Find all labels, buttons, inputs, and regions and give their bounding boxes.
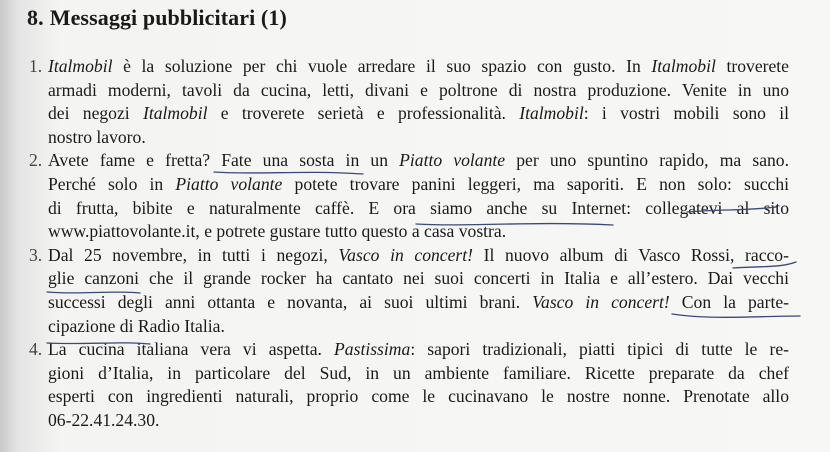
text-run: Il nuovo album di Vasco Rossi, racco- — [473, 244, 789, 265]
text-run: Avete fame e fretta? Fate una sosta in un — [48, 150, 400, 171]
ad-item-1 — [29, 55, 789, 149]
ad-number: 1. — [29, 56, 43, 76]
ad-item-4 — [29, 338, 789, 432]
brand-name: Italmobil — [142, 103, 208, 124]
brand-name: Vasco in concert! — [338, 244, 473, 265]
text-run: : i vostri mobili sono il — [583, 103, 789, 124]
text-run: successi degli anni ottanta e novanta, ai suoi ultimi brani. — [48, 291, 533, 312]
text-run: per uno spuntino rapido, ma sano. — [505, 150, 789, 171]
text-run: Perché solo in — [48, 173, 176, 194]
text-run: 06-22.41.24.30. — [48, 409, 160, 430]
ad-text-line — [48, 220, 789, 244]
exercise-number: 8. — [27, 5, 44, 30]
ad-text-line — [48, 409, 789, 433]
text-run: nostro lavoro. — [48, 126, 146, 147]
ad-number: 4. — [29, 339, 43, 360]
ad-number: 3. — [29, 244, 43, 265]
text-run: troverete — [715, 56, 789, 76]
text-run: cipazione di Radio Italia. — [48, 315, 225, 336]
text-run: potete trovare panini leggeri, ma saporiti. E non solo: succhi — [282, 173, 790, 194]
text-run: dei negozi — [48, 103, 143, 124]
text-run: di frutta, bibite e naturalmente caffè. E ora siamo anche su Internet: collegatevi al sito — [48, 197, 789, 218]
ad-text-line — [48, 315, 789, 339]
text-run: Con la parte- — [669, 291, 789, 312]
exercise-title-text: Messaggi pubblicitari (1) — [49, 5, 287, 30]
text-run: : sapori tradizionali, piatti tipici di tutte le re- — [410, 339, 789, 360]
brand-name: Piatto volante — [399, 150, 506, 171]
exercise-title — [27, 5, 287, 31]
ad-text-line — [48, 197, 789, 221]
ad-text-line — [48, 102, 789, 126]
brand-name: Piatto volante — [175, 173, 283, 194]
ad-number: 2. — [29, 150, 43, 171]
ad-text-line — [48, 291, 789, 315]
ad-text-line — [48, 149, 789, 173]
ad-text-line — [48, 79, 789, 103]
brand-name: Italmobil — [519, 103, 584, 124]
brand-name: Italmobil — [48, 56, 113, 76]
ad-text-line — [48, 126, 789, 150]
ad-text-line — [48, 362, 789, 386]
text-run: esperti con ingredienti naturali, proprio come le cucinavano le nostre nonne. Prenotate allo — [48, 386, 789, 407]
text-run: La cucina italiana vera vi aspetta. — [48, 339, 335, 360]
ad-text-line — [48, 338, 789, 362]
text-run: armadi moderni, tavoli da cucina, letti, divani e poltrone di nostra produzione. Venite in uno — [48, 79, 789, 100]
brand-name: Italmobil — [651, 56, 716, 76]
ad-item-2 — [29, 149, 789, 243]
ad-text-line — [48, 385, 789, 409]
ad-text-line — [48, 267, 789, 291]
brand-name: Vasco in concert! — [532, 291, 670, 312]
text-run: www.piattovolante.it, e potrete gustare tutto questo a casa vostra. — [48, 221, 507, 242]
ad-text-line — [48, 173, 789, 197]
text-run: è la soluzione per chi vuole arredare il suo spazio con gusto. In — [112, 56, 652, 76]
text-run: Dal 25 novembre, in tutti i negozi, — [48, 244, 339, 265]
text-run: gioni d’Italia, in particolare del Sud, in un ambiente familiare. Ricette preparate da chef — [48, 362, 789, 383]
text-run: glie canzoni che il grande rocker ha cantato nei suoi concerti in Italia e all’estero. Dai vecchi — [48, 268, 789, 289]
ad-item-3 — [29, 244, 789, 338]
ads-list — [29, 55, 789, 433]
text-run: e troverete serietà e professionalità. — [207, 103, 520, 124]
brand-name: Pastissima — [334, 339, 411, 360]
ad-text-line — [48, 55, 789, 79]
ad-text-line — [48, 244, 789, 268]
